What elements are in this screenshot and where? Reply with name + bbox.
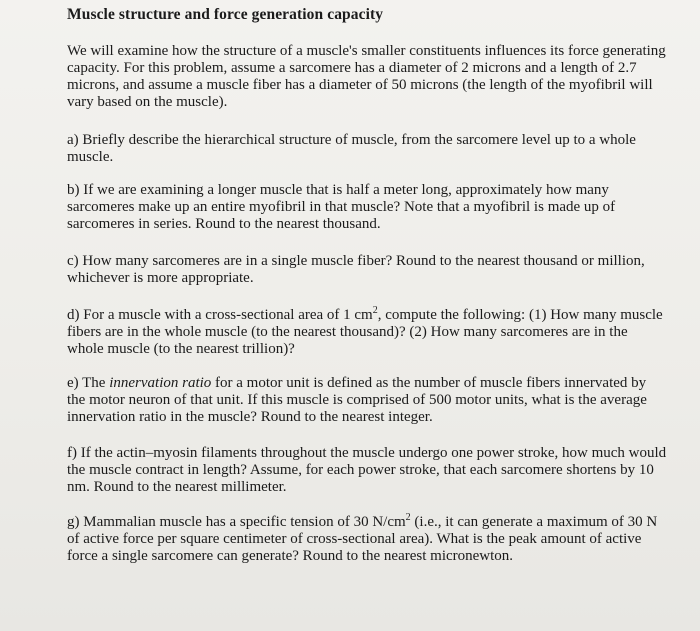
question-e	[67, 375, 667, 426]
question-d-text-start: d) For a muscle with a cross-sectional area of 1 cm	[67, 307, 373, 323]
question-g	[67, 514, 667, 565]
intro-paragraph: We will examine how the structure of a muscle's smaller constituents influences its force generating capacity. For this problem, assume a sarcomere has a diameter of 2 microns and a length of 2.7 microns, and assume a muscle fiber has a diameter of 50 microns (the length of the myofibril will vary based on the muscle).	[67, 43, 666, 110]
page-title: Muscle structure and force generation capacity	[67, 6, 384, 23]
question-f: f) If the actin–myosin filaments throughout the muscle undergo one power stroke, how much would the muscle contract in length? Assume, for each power stroke, that each sarcomere shortens by 10 nm. Round to the nearest millimeter.	[67, 445, 667, 495]
superscript: 2	[405, 512, 411, 523]
question-g-text-end: (i.e., it can generate a maximum of 30 N of active force per square centimeter of cross-sectional area). What is the peak amount of active force a single sarcomere can generate? Round to the nearest micronewton.	[67, 514, 658, 564]
question-e-text-start: e) The	[67, 375, 110, 391]
question-b: b) If we are examining a longer muscle that is half a meter long, approximately how many sarcomeres make up an entire myofibril in that muscle? Note that a myofibril is made up of sarcomeres in series. Round to the nearest thousand.	[67, 182, 616, 232]
question-c: c) How many sarcomeres are in a single muscle fiber? Round to the nearest thousand or million, whichever is more appropriate.	[67, 253, 645, 286]
question-d-text-end: , compute the following: (1) How many muscle fibers are in the whole muscle (to the nearest thousand)? (2) How many sarcomeres are in the whole muscle (to the nearest trillion)?	[67, 307, 663, 357]
question-g-text-start: g) Mammalian muscle has a specific tension of 30 N/cm	[67, 514, 406, 530]
question-e-text-end: for a motor unit is defined as the number of muscle fibers innervated by the motor neuron of that unit. If this muscle is comprised of 500 motor units, what is the average innervation ratio in the muscle? Round to the nearest integer.	[67, 375, 647, 425]
superscript: 2	[372, 305, 378, 316]
question-a: a) Briefly describe the hierarchical structure of muscle, from the sarcomere level up to a whole muscle.	[67, 132, 636, 165]
question-d	[67, 307, 667, 358]
innervation-ratio-term: innervation ratio	[109, 375, 212, 391]
